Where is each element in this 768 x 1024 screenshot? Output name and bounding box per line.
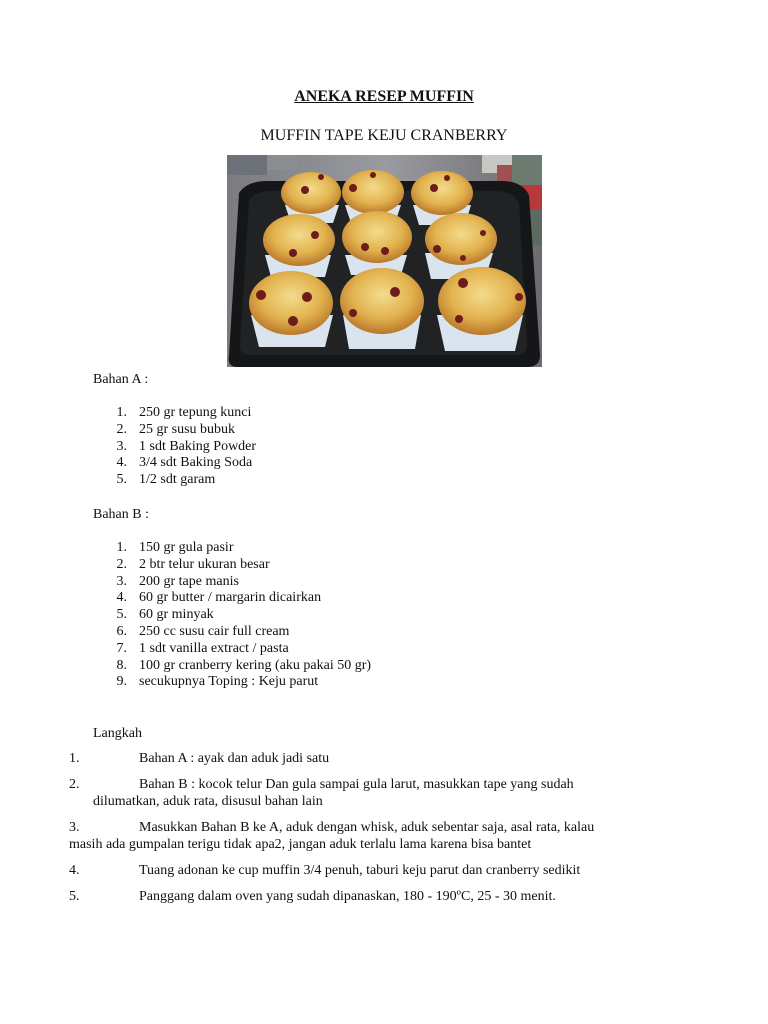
bahan-a-list bbox=[93, 405, 256, 489]
list-item: 8. 100 gr cranberry kering (aku pakai 50 gr) bbox=[116, 657, 372, 673]
document-title: ANEKA RESEP MUFFIN bbox=[294, 88, 474, 105]
list-item: 2. 25 gr susu bubuk bbox=[116, 421, 236, 437]
muffin-photo bbox=[227, 155, 542, 367]
list-item: 3. 200 gr tape manis bbox=[116, 573, 239, 589]
list-item: 4. 3/4 sdt Baking Soda bbox=[116, 455, 253, 471]
langkah-label: Langkah bbox=[93, 726, 142, 741]
list-item: 1. 150 gr gula pasir bbox=[116, 540, 234, 555]
bahan-b-label: Bahan B : bbox=[93, 507, 149, 522]
list-item: 1. 250 gr tepung kunci bbox=[116, 405, 252, 420]
bahan-a-label: Bahan A : bbox=[93, 372, 149, 387]
bahan-b-list bbox=[93, 540, 371, 691]
list-item: 3. 1 sdt Baking Powder bbox=[116, 438, 257, 454]
recipe-title: MUFFIN TAPE KEJU CRANBERRY bbox=[260, 127, 508, 144]
list-item: 9. secukupnya Toping : Keju parut bbox=[116, 674, 319, 690]
list-item: 6. 250 cc susu cair full cream bbox=[116, 623, 290, 639]
list-item: 5. 60 gr minyak bbox=[116, 607, 214, 623]
list-item: 4. 60 gr butter / margarin dicairkan bbox=[116, 590, 322, 606]
list-item: 5. 1/2 sdt garam bbox=[116, 472, 216, 488]
list-item: 7. 1 sdt vanilla extract / pasta bbox=[116, 640, 289, 656]
list-item: 2. 2 btr telur ukuran besar bbox=[116, 556, 270, 572]
